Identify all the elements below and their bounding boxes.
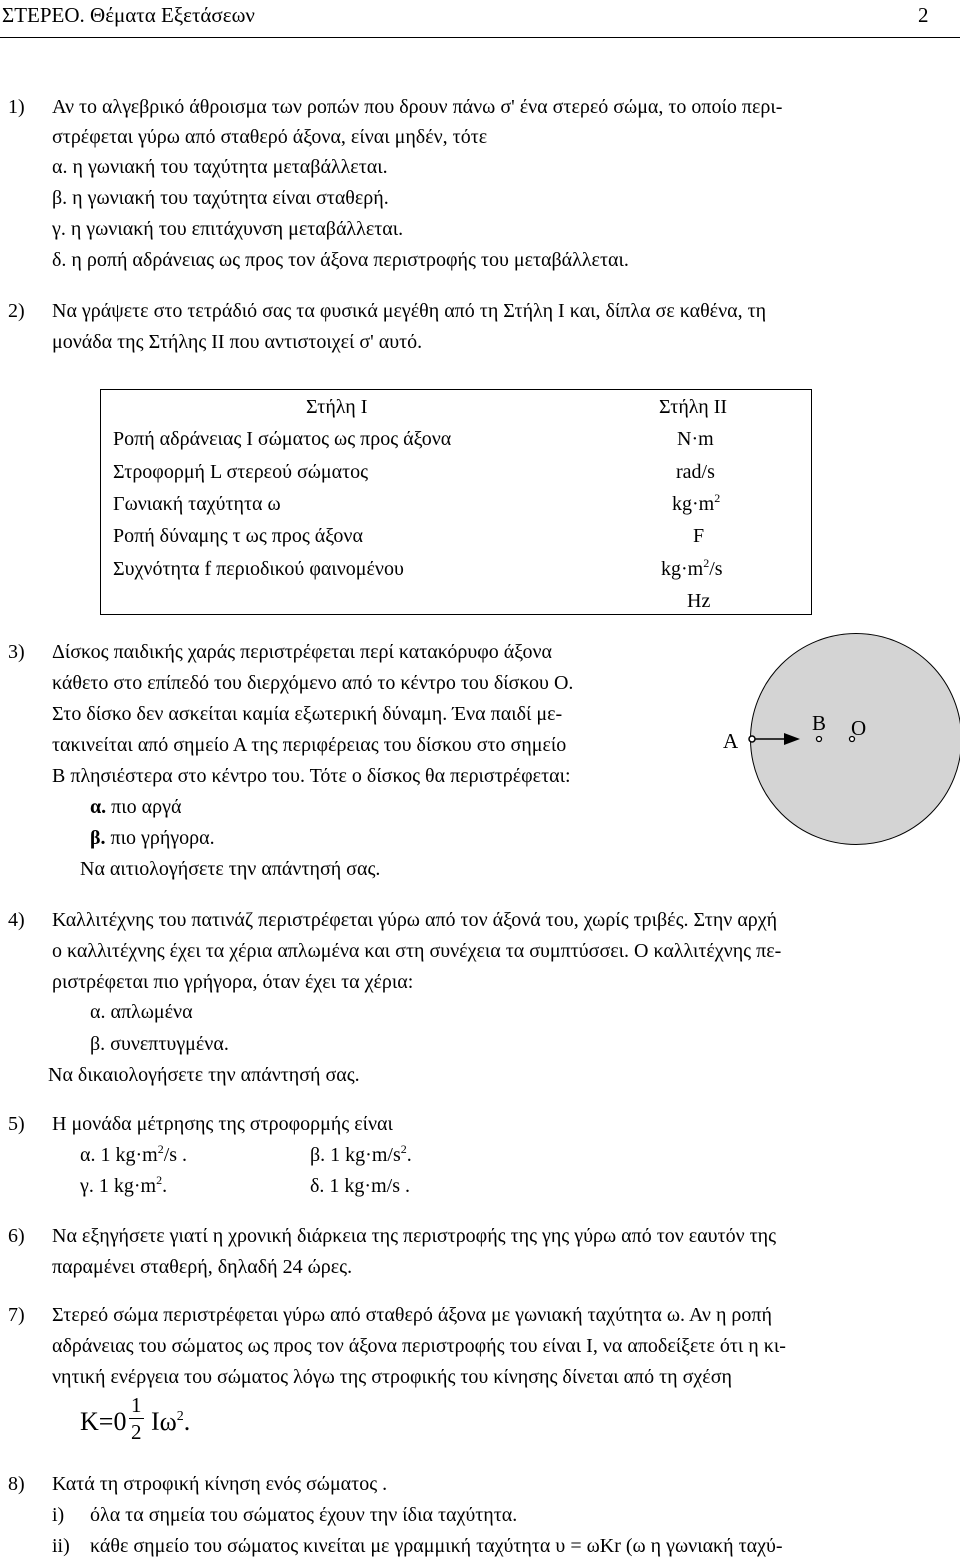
question-text: στρέφεται γύρω από σταθερό άξονα, είναι μηδέν, τότε [52,126,488,148]
fraction-denominator: 2 [131,1420,142,1444]
question-text: παραμένει σταθερή, δηλαδή 24 ώρες. [52,1256,353,1278]
question-number: 2) [8,300,25,322]
question-text: ριστρέφεται πιο γρήγορα, όταν έχει τα χέρια: [52,971,414,993]
option-d: δ. 1 kg·m/s . [310,1175,410,1197]
option-b: β. πιο γρήγορα. [90,827,215,849]
question-text: Να γράψετε στο τετράδιό σας τα φυσικά μεγέθη από τη Στήλη Ι και, δίπλα σε καθένα, τη [52,300,767,322]
table-cell: $kg\cdot m^2$ [672,491,721,515]
option-a: α. απλωμένα [90,1001,193,1023]
question-text: κάθετο στο επίπεδό του διερχόμενο από το κέντρο του δίσκου Ο. [52,672,574,694]
question-text: Να εξηγήσετε γιατί η χρονική διάρκεια της περιστροφής της γης γύρω από τον εαυτόν της [52,1225,777,1247]
justify-instruction: Να δικαιολογήσετε την απάντησή σας. [48,1064,360,1086]
question-number: 1) [8,96,25,118]
column-1-header: Στήλη Ι [306,396,368,418]
table-cell: $kg\cdot m^2/s$ [661,556,723,580]
question-text: Στερεό σώμα περιστρέφεται γύρω από σταθερό άξονα με γωνιακή ταχύτητα ω. Αν η ροπή [52,1304,772,1326]
document-title: ΣΤΕΡΕΟ. Θέματα Εξετάσεων [2,3,255,27]
question-text: νητική ενέργεια του σώματος λόγω της στροφικής του κίνησης δίνεται από τη σχέση [52,1366,732,1388]
option-a: α. η γωνιακή του ταχύτητα μεταβάλλεται. [52,156,388,178]
question-text: Δίσκος παιδικής χαράς περιστρέφεται περί κατακόρυφο άξονα [52,641,552,663]
page-number: 2 [918,3,929,27]
option-ii: κάθε σημείο του σώματος κινείται με γραμμική ταχύτητα υ = ωΚr (ω η γωνιακή ταχύ- [90,1535,783,1557]
point-b-label: Β [812,711,827,735]
question-text: Η μονάδα μέτρησης της στροφορμής είναι [52,1113,393,1135]
fraction-bar [129,1418,144,1419]
option-i-mark: i) [52,1504,65,1526]
question-text: Β πλησιέστερα στο κέντρο του. Τότε ο δίσκος θα περιστρέφεται: [52,765,571,787]
table-cell: Hz [687,590,711,612]
table-cell: F [693,525,705,547]
formula-rhs: $I\omega^2$. [151,1407,191,1436]
question-number: 5) [8,1113,25,1135]
option-c: γ. η γωνιακή του επιτάχυνση μεταβάλλεται. [52,218,404,240]
option-a: α. πιο αργά [90,796,182,818]
option-b: β. η γωνιακή του ταχύτητα είναι σταθερή. [52,187,389,209]
formula-lhs: K=0 [80,1407,127,1436]
table-cell: rad/s [676,461,715,483]
table-cell: Συχνότητα f περιοδικού φαινομένου [113,558,404,580]
justify-instruction: Να αιτιολογήσετε την απάντησή σας. [80,858,381,880]
point-o-label: Ο [851,716,867,740]
option-i: όλα τα σημεία του σώματος έχουν την ίδια ταχύτητα. [90,1504,518,1526]
fraction-numerator: 1 [131,1393,142,1417]
question-text: τακινείται από σημείο Α της περιφέρειας του δίσκου στο σημείο [52,734,567,756]
question-text: Καλλιτέχνης του πατινάζ περιστρέφεται γύρω από τον άξονά του, χωρίς τριβές. Στην αρχή [52,909,778,931]
question-text: ο καλλιτέχνης έχει τα χέρια απλωμένα και στη συνέχεια τα συμπτύσσει. Ο καλλιτέχνης πε- [52,940,782,962]
option-ii-mark: ii) [52,1535,70,1557]
table-cell: Ροπή δύναμης τ ως προς άξονα [113,525,363,547]
question-number: 6) [8,1225,25,1247]
question-number: 8) [8,1473,25,1495]
option-a: α. 1 $kg\cdot m^2/s$ . [80,1142,188,1166]
question-number: 3) [8,641,25,663]
table-cell: N·m [677,428,714,450]
column-2-header: Στήλη ΙΙ [659,396,728,418]
question-text: αδράνειας του σώματος ως προς τον άξονα περιστροφής του είναι Ι, να αποδείξετε ότι η κι- [52,1335,786,1357]
option-b: β. 1 $kg\cdot m/s^2$. [310,1142,412,1166]
question-text: μονάδα της Στήλης ΙΙ που αντιστοιχεί σ' αυτό. [52,331,423,353]
table-cell: Στροφορμή L στερεού σώματος [113,461,369,483]
option-d: δ. η ροπή αδράνειας ως προς τον άξονα περιστροφής του μεταβάλλεται. [52,249,629,271]
question-text: Κατά τη στροφική κίνηση ενός σώματος . [52,1473,388,1495]
table-cell: Ροπή αδράνειας Ι σώματος ως προς άξονα [113,428,452,450]
header-rule [0,37,960,38]
table-cell: Γωνιακή ταχύτητα ω [113,493,281,515]
option-b: β. συνεπτυγμένα. [90,1033,229,1055]
option-c: γ. 1 $kg\cdot m^2$. [80,1173,168,1197]
question-number: 4) [8,909,25,931]
question-number: 7) [8,1304,25,1326]
question-text: Στο δίσκο δεν ασκείται καμία εξωτερική δύναμη. Ένα παιδί με- [52,703,563,725]
point-a-label: Α [723,729,739,753]
question-text: Αν το αλγεβρικό άθροισμα των ροπών που δρουν πάνω σ' ένα στερεό σώμα, το οποίο περι- [52,96,783,118]
